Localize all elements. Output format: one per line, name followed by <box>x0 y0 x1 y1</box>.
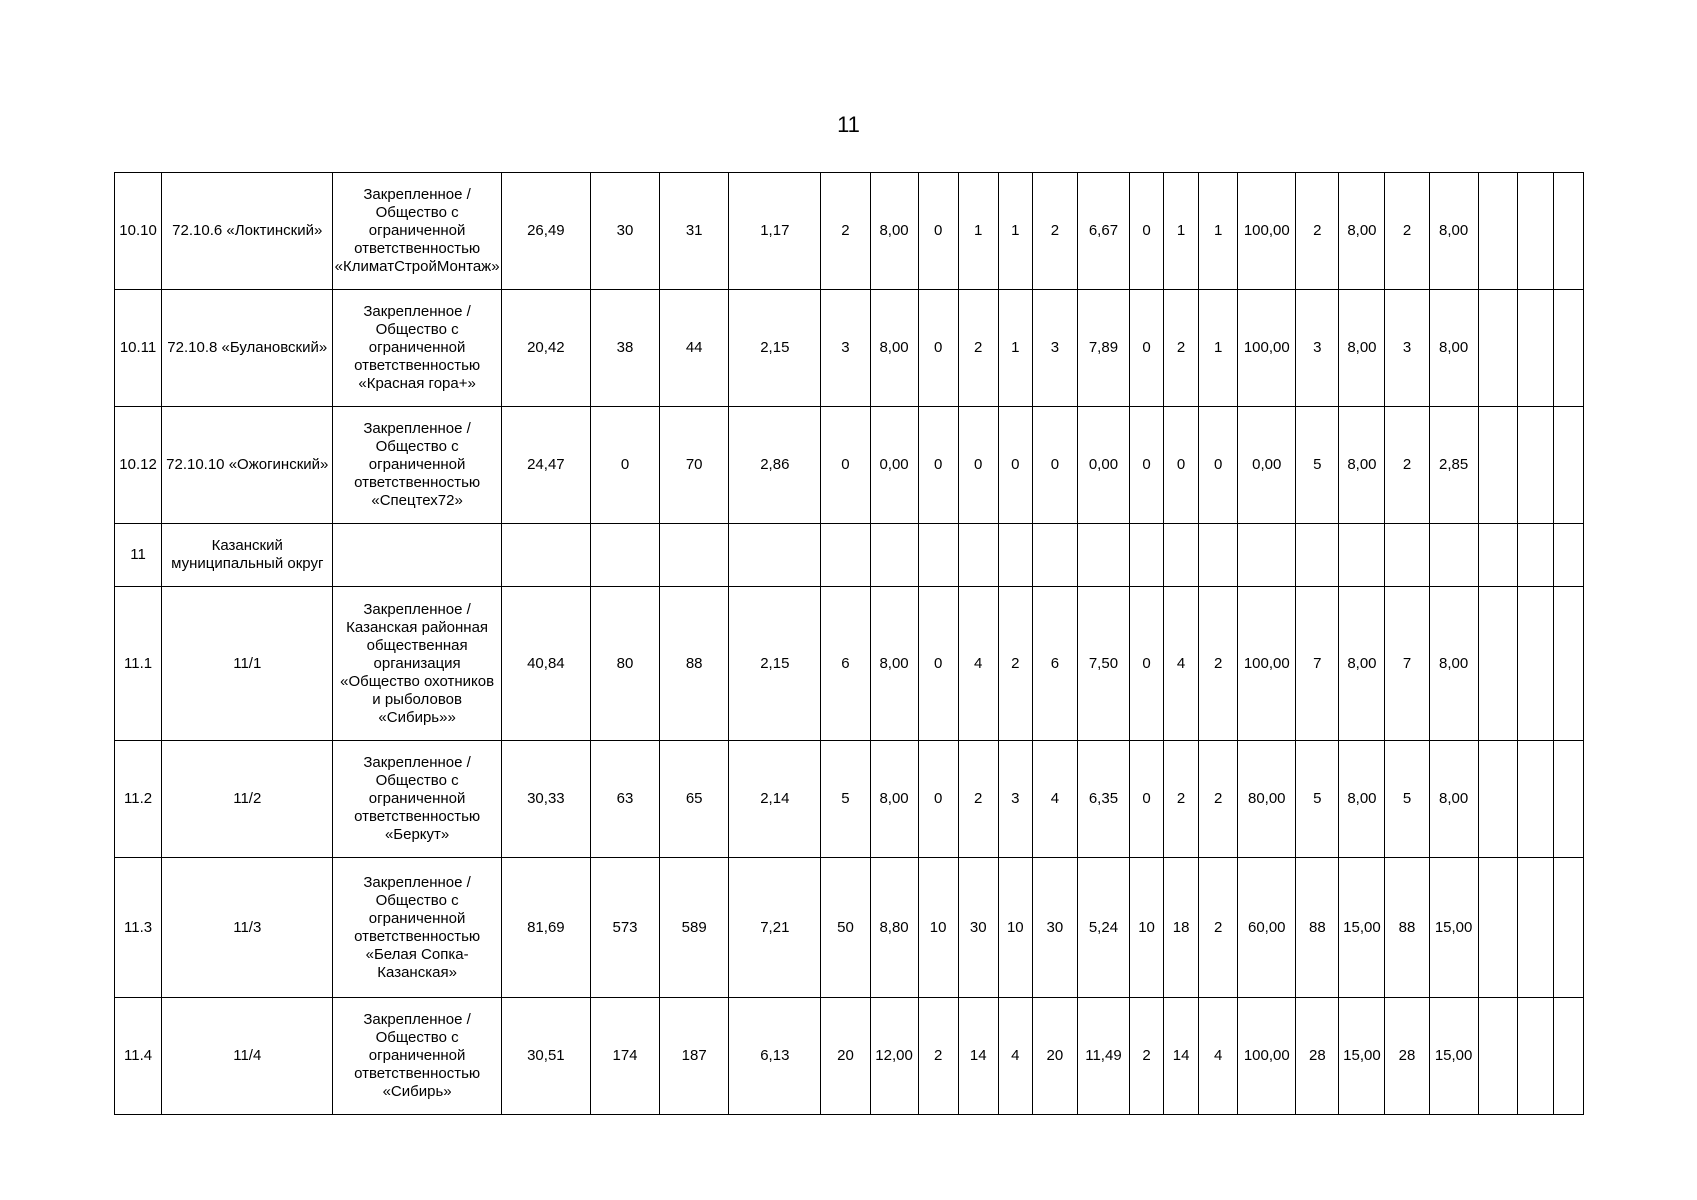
cell-col-19: 28 <box>1296 998 1339 1115</box>
cell-col-12: 10 <box>998 858 1032 998</box>
cell-area-name: 11/2 <box>162 741 333 858</box>
cell-area-size: 30,33 <box>501 741 590 858</box>
cell-col-8: 50 <box>821 858 870 998</box>
cell-col-9: 8,00 <box>870 290 918 407</box>
cell-col-17: 1 <box>1199 173 1238 290</box>
cell-col-24 <box>1517 858 1553 998</box>
cell-col-19: 5 <box>1296 741 1339 858</box>
cell-col-11: 0 <box>958 407 998 524</box>
cell-col-24 <box>1517 998 1553 1115</box>
table-row <box>115 173 1584 290</box>
cell-area-name: 11/1 <box>162 587 333 741</box>
cell-area-name: Казанский муниципальный округ <box>162 524 333 587</box>
cell-col-21: 2 <box>1385 173 1429 290</box>
cell-area-size: 24,47 <box>501 407 590 524</box>
cell-col-8: 3 <box>821 290 870 407</box>
cell-row-number: 11.1 <box>115 587 162 741</box>
cell-col-14: 0,00 <box>1077 407 1129 524</box>
cell-row-number: 10.12 <box>115 407 162 524</box>
cell-col-15: 0 <box>1130 407 1164 524</box>
cell-col-10: 2 <box>918 998 958 1115</box>
cell-col-23 <box>1478 998 1517 1115</box>
cell-assignment-info: Закрепленное / Общество с ограниченной ответственностью «Белая Сопка-Казанская» <box>333 858 501 998</box>
cell-col-8: 5 <box>821 741 870 858</box>
cell-area-name: 72.10.8 «Булановский» <box>162 290 333 407</box>
cell-col-5: 30 <box>590 173 659 290</box>
cell-area-name: 11/3 <box>162 858 333 998</box>
cell-col-7: 2,15 <box>729 290 821 407</box>
cell-col-9: 8,00 <box>870 741 918 858</box>
cell-col-14: 6,35 <box>1077 741 1129 858</box>
cell-col-18: 100,00 <box>1238 587 1296 741</box>
cell-col-25 <box>1553 407 1583 524</box>
cell-col-11: 2 <box>958 741 998 858</box>
cell-col-13: 3 <box>1032 290 1077 407</box>
cell-col-6: 44 <box>660 290 729 407</box>
cell-area-size: 81,69 <box>501 858 590 998</box>
cell-col-17: 1 <box>1199 290 1238 407</box>
table-row <box>115 290 1584 407</box>
cell-col-20 <box>1339 524 1385 587</box>
cell-col-7 <box>729 524 821 587</box>
cell-col-8: 20 <box>821 998 870 1115</box>
cell-col-21: 88 <box>1385 858 1429 998</box>
cell-col-22: 2,85 <box>1429 407 1478 524</box>
cell-col-16 <box>1164 524 1199 587</box>
cell-col-12: 3 <box>998 741 1032 858</box>
cell-col-11: 4 <box>958 587 998 741</box>
cell-col-9 <box>870 524 918 587</box>
cell-col-20: 8,00 <box>1339 290 1385 407</box>
cell-col-18: 100,00 <box>1238 290 1296 407</box>
cell-col-25 <box>1553 741 1583 858</box>
cell-col-8 <box>821 524 870 587</box>
cell-assignment-info: Закрепленное / Общество с ограниченной ответственностью «КлиматСтройМонтаж» <box>333 173 501 290</box>
cell-col-19: 7 <box>1296 587 1339 741</box>
cell-col-25 <box>1553 587 1583 741</box>
cell-col-17: 2 <box>1199 858 1238 998</box>
cell-area-name: 72.10.6 «Локтинский» <box>162 173 333 290</box>
cell-col-23 <box>1478 858 1517 998</box>
cell-col-19: 2 <box>1296 173 1339 290</box>
cell-col-15 <box>1130 524 1164 587</box>
cell-assignment-info: Закрепленное / Общество с ограниченной ответственностью «Красная гора+» <box>333 290 501 407</box>
cell-area-name: 11/4 <box>162 998 333 1115</box>
cell-col-19: 5 <box>1296 407 1339 524</box>
cell-col-23 <box>1478 173 1517 290</box>
cell-assignment-info: Закрепленное / Общество с ограниченной ответственностью «Беркут» <box>333 741 501 858</box>
cell-assignment-info: Закрепленное / Казанская районная общественная организация «Общество охотников и рыболовов «Сибирь»» <box>333 587 501 741</box>
cell-col-25 <box>1553 524 1583 587</box>
table-row <box>115 524 1584 587</box>
cell-col-11 <box>958 524 998 587</box>
cell-col-20: 15,00 <box>1339 858 1385 998</box>
cell-col-20: 8,00 <box>1339 407 1385 524</box>
cell-col-10: 0 <box>918 290 958 407</box>
cell-col-8: 6 <box>821 587 870 741</box>
cell-row-number: 11.3 <box>115 858 162 998</box>
cell-col-17: 4 <box>1199 998 1238 1115</box>
cell-col-18: 100,00 <box>1238 998 1296 1115</box>
table-row <box>115 998 1584 1115</box>
cell-col-21: 2 <box>1385 407 1429 524</box>
data-table <box>114 172 1584 1115</box>
cell-col-25 <box>1553 998 1583 1115</box>
cell-col-14: 5,24 <box>1077 858 1129 998</box>
cell-col-6: 88 <box>660 587 729 741</box>
cell-col-7: 6,13 <box>729 998 821 1115</box>
cell-col-10 <box>918 524 958 587</box>
cell-col-8: 0 <box>821 407 870 524</box>
cell-col-5: 0 <box>590 407 659 524</box>
cell-col-16: 4 <box>1164 587 1199 741</box>
cell-col-21: 7 <box>1385 587 1429 741</box>
cell-col-6: 589 <box>660 858 729 998</box>
cell-col-24 <box>1517 173 1553 290</box>
cell-col-13: 20 <box>1032 998 1077 1115</box>
cell-col-21 <box>1385 524 1429 587</box>
cell-col-7: 1,17 <box>729 173 821 290</box>
cell-col-10: 0 <box>918 407 958 524</box>
table-row <box>115 407 1584 524</box>
cell-col-13: 30 <box>1032 858 1077 998</box>
cell-col-7: 2,14 <box>729 741 821 858</box>
cell-col-5: 174 <box>590 998 659 1115</box>
cell-col-6: 187 <box>660 998 729 1115</box>
cell-col-23 <box>1478 407 1517 524</box>
cell-col-24 <box>1517 290 1553 407</box>
cell-col-20: 15,00 <box>1339 998 1385 1115</box>
cell-col-23 <box>1478 290 1517 407</box>
cell-col-12: 1 <box>998 290 1032 407</box>
cell-col-17: 2 <box>1199 741 1238 858</box>
cell-col-6: 70 <box>660 407 729 524</box>
cell-col-15: 0 <box>1130 290 1164 407</box>
cell-col-22: 8,00 <box>1429 173 1478 290</box>
cell-col-12: 0 <box>998 407 1032 524</box>
cell-col-24 <box>1517 741 1553 858</box>
cell-col-17: 2 <box>1199 587 1238 741</box>
cell-col-13: 4 <box>1032 741 1077 858</box>
table-row <box>115 858 1584 998</box>
cell-col-5: 63 <box>590 741 659 858</box>
cell-col-22 <box>1429 524 1478 587</box>
page-number: 11 <box>837 112 860 137</box>
cell-row-number: 10.10 <box>115 173 162 290</box>
cell-col-7: 2,15 <box>729 587 821 741</box>
cell-col-23 <box>1478 741 1517 858</box>
cell-col-7: 2,86 <box>729 407 821 524</box>
cell-col-24 <box>1517 524 1553 587</box>
table-row <box>115 741 1584 858</box>
cell-col-5: 38 <box>590 290 659 407</box>
cell-col-15: 0 <box>1130 173 1164 290</box>
cell-col-25 <box>1553 290 1583 407</box>
cell-col-25 <box>1553 858 1583 998</box>
cell-col-13: 6 <box>1032 587 1077 741</box>
cell-col-5 <box>590 524 659 587</box>
cell-col-13: 0 <box>1032 407 1077 524</box>
cell-col-18: 60,00 <box>1238 858 1296 998</box>
cell-col-6: 65 <box>660 741 729 858</box>
cell-col-13 <box>1032 524 1077 587</box>
cell-assignment-info: Закрепленное / Общество с ограниченной ответственностью «Сибирь» <box>333 998 501 1115</box>
cell-col-22: 15,00 <box>1429 998 1478 1115</box>
cell-col-17: 0 <box>1199 407 1238 524</box>
cell-col-11: 30 <box>958 858 998 998</box>
cell-col-15: 10 <box>1130 858 1164 998</box>
cell-col-15: 2 <box>1130 998 1164 1115</box>
cell-row-number: 11.2 <box>115 741 162 858</box>
cell-col-9: 0,00 <box>870 407 918 524</box>
cell-col-22: 8,00 <box>1429 587 1478 741</box>
cell-col-12 <box>998 524 1032 587</box>
cell-area-size <box>501 524 590 587</box>
cell-area-size: 40,84 <box>501 587 590 741</box>
cell-col-15: 0 <box>1130 587 1164 741</box>
cell-col-18: 80,00 <box>1238 741 1296 858</box>
cell-row-number: 11.4 <box>115 998 162 1115</box>
cell-col-25 <box>1553 173 1583 290</box>
cell-col-14: 6,67 <box>1077 173 1129 290</box>
cell-col-20: 8,00 <box>1339 173 1385 290</box>
cell-area-name: 72.10.10 «Ожогинский» <box>162 407 333 524</box>
cell-col-21: 3 <box>1385 290 1429 407</box>
cell-col-16: 0 <box>1164 407 1199 524</box>
cell-col-14: 7,89 <box>1077 290 1129 407</box>
cell-col-9: 12,00 <box>870 998 918 1115</box>
cell-col-5: 80 <box>590 587 659 741</box>
cell-col-12: 2 <box>998 587 1032 741</box>
cell-col-7: 7,21 <box>729 858 821 998</box>
cell-col-18: 0,00 <box>1238 407 1296 524</box>
cell-col-16: 2 <box>1164 741 1199 858</box>
cell-col-19: 3 <box>1296 290 1339 407</box>
cell-col-20: 8,00 <box>1339 587 1385 741</box>
cell-col-10: 0 <box>918 741 958 858</box>
cell-col-9: 8,00 <box>870 173 918 290</box>
cell-area-size: 30,51 <box>501 998 590 1115</box>
cell-col-15: 0 <box>1130 741 1164 858</box>
cell-col-10: 0 <box>918 173 958 290</box>
cell-col-16: 18 <box>1164 858 1199 998</box>
cell-col-19 <box>1296 524 1339 587</box>
cell-col-11: 1 <box>958 173 998 290</box>
cell-col-19: 88 <box>1296 858 1339 998</box>
cell-col-17 <box>1199 524 1238 587</box>
cell-col-11: 2 <box>958 290 998 407</box>
cell-col-24 <box>1517 587 1553 741</box>
cell-col-14: 11,49 <box>1077 998 1129 1115</box>
cell-col-11: 14 <box>958 998 998 1115</box>
cell-col-12: 1 <box>998 173 1032 290</box>
cell-col-9: 8,00 <box>870 587 918 741</box>
table-row <box>115 587 1584 741</box>
cell-col-6 <box>660 524 729 587</box>
cell-col-13: 2 <box>1032 173 1077 290</box>
cell-area-size: 26,49 <box>501 173 590 290</box>
cell-col-8: 2 <box>821 173 870 290</box>
cell-col-10: 10 <box>918 858 958 998</box>
cell-col-14 <box>1077 524 1129 587</box>
cell-col-22: 8,00 <box>1429 290 1478 407</box>
cell-area-size: 20,42 <box>501 290 590 407</box>
cell-col-18 <box>1238 524 1296 587</box>
cell-col-9: 8,80 <box>870 858 918 998</box>
cell-col-14: 7,50 <box>1077 587 1129 741</box>
cell-col-20: 8,00 <box>1339 741 1385 858</box>
cell-col-12: 4 <box>998 998 1032 1115</box>
cell-col-6: 31 <box>660 173 729 290</box>
cell-assignment-info <box>333 524 501 587</box>
cell-col-23 <box>1478 524 1517 587</box>
cell-col-21: 28 <box>1385 998 1429 1115</box>
cell-col-10: 0 <box>918 587 958 741</box>
cell-col-18: 100,00 <box>1238 173 1296 290</box>
cell-col-24 <box>1517 407 1553 524</box>
cell-col-16: 1 <box>1164 173 1199 290</box>
cell-col-16: 14 <box>1164 998 1199 1115</box>
cell-col-16: 2 <box>1164 290 1199 407</box>
cell-assignment-info: Закрепленное / Общество с ограниченной ответственностью «Спецтех72» <box>333 407 501 524</box>
cell-col-23 <box>1478 587 1517 741</box>
cell-col-5: 573 <box>590 858 659 998</box>
cell-row-number: 10.11 <box>115 290 162 407</box>
cell-col-22: 8,00 <box>1429 741 1478 858</box>
cell-col-22: 15,00 <box>1429 858 1478 998</box>
cell-row-number: 11 <box>115 524 162 587</box>
cell-col-21: 5 <box>1385 741 1429 858</box>
